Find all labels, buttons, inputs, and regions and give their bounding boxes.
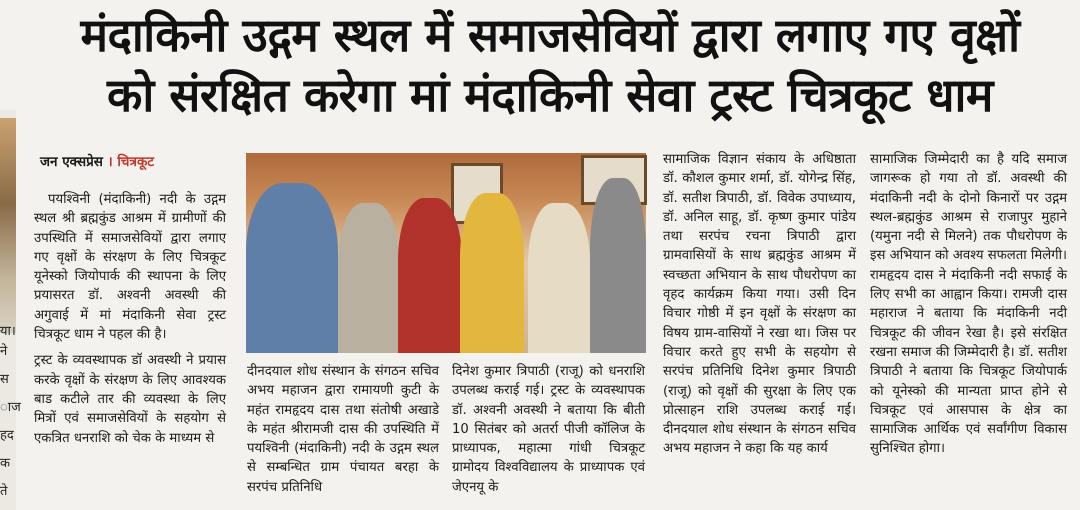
byline-separator: । [107, 154, 113, 170]
paragraph: सामाजिक विज्ञान संकाय के अधिष्ठाता डॉ. कौशल कुमार शर्मा, डॉ. योगेन्द्र सिंह, डॉ. सतीश त्रिपाठी, डॉ. विवेक उपाध्याय, डॉ. अनिल साहू, डॉ. कृष्ण कुमार पांडेय तथा सरपंच रचना त्रिपाठी द्वारा ग्रामवासियों के साथ ब्रह्मकुंड आश्रम में स्वच्छता अभियान के साथ पौधरोपण का वृहद कार्यक्रम किया गया। उसी दिन विचार गोष्ठी में इन वृक्षों के संरक्षण का विषय ग्राम-वासियों ने रखा था। जिस पर विचार करते हुए सभी के सहयोग से सरपंच प्रतिनिधि दिनेश कुमार त्रिपाठी (राजू) को वृक्षों की सुरक्षा के लिए एक प्रोत्साहन राशि उपलब्ध कराई गई। दीनदयाल शोध संस्थान के संगठन सचिव अभय महाजन ने कहा कि यह कार्य [663, 152, 856, 457]
byline-place: चित्रकूट [117, 154, 155, 170]
paragraph: दीनदयाल शोध संस्थान के संगठन सचिव अभय महाजन द्वारा रामायणी कुटी के महंत रामहृदय दास तथा संतोषी अखाडे के महंत श्रीरामजी दास की उपस्थिति में पयश्विनी (मंदाकिनी) नदी के उद्गम स्थल से सम्बन्धित ग्राम पंचायत बरहा के सरपंच प्रतिनिधि [247, 364, 439, 495]
paragraph: दिनेश कुमार त्रिपाठी (राजू) को धनराशि उपलब्ध कराई गई। ट्रस्ट के व्यवस्थापक डॉ. अश्वनी अवस्थी ने बताया कि बीती 10 सितंबर को अतर्रा पीजी कॉलिज के प्राध्यापक, महात्मा गांधी चित्रकूट ग्रामोदय विश्वविद्यालय के प्राध्यापक एवं जेएनयू के [452, 364, 645, 495]
person-figure [246, 183, 338, 353]
adjacent-article-clip [0, 110, 21, 510]
article-column-1 [34, 190, 226, 448]
clip-fragment: स [0, 372, 9, 387]
article-column-2 [247, 362, 439, 497]
clip-fragment: या। [0, 324, 16, 339]
person-figure [338, 203, 400, 353]
adjacent-photo [0, 118, 16, 333]
clip-fragment: क [0, 456, 10, 471]
headline-line-2: को संरक्षित करेगा मां मंदाकिनी सेवा ट्रस्ट चित्रकूट धाम [107, 68, 993, 122]
person-figure [398, 198, 462, 353]
headline-line-1: मंदाकिनी उद्गम स्थल में समाजसेवियों द्वारा लगाए गए वृक्षों [80, 8, 1020, 62]
paragraph: सामाजिक जिम्मेदारी का है यदि समाज जागरूक हो गया तो डॉ. अवस्थी की मंदाकिनी नदी के दोनो किनारों पर उद्गम स्थल-ब्रह्मकुंड आश्रम से राजापुर मुहाने (यमुना नदी से मिलने) तक पौधरोपण के इस अभियान को अवश्य सफलता मिलेगी। रामहृदय दास ने मंदाकिनी नदी सफाई के लिए सभी का आह्वान किया। रामजी दास महाराज ने बताया कि मंदाकिनी नदी चित्रकूट की जीवन रेखा है। इसे संरक्षित रखना समाज की जिम्मेदारी है। डॉ. सतीश त्रिपाठी ने बताया कि चित्रकूट जियोपार्क को यूनेस्को की मान्यता प्राप्त होने से चित्रकूट एवं आसपास के क्षेत्र का सामाजिक आर्थिक एवं सर्वांगीण विकास सुनिश्चित होगा। [870, 152, 1067, 457]
clip-fragment: ाज [0, 400, 21, 415]
person-figure [528, 203, 590, 353]
article-column-3 [452, 362, 645, 497]
article-column-5 [870, 150, 1067, 459]
byline [40, 152, 154, 170]
article-column-4 [663, 150, 856, 459]
clip-fragment: ने [0, 344, 8, 359]
clip-fragment: ते [0, 484, 8, 499]
event-photo [246, 153, 646, 353]
person-figure [590, 178, 646, 353]
paragraph: ट्रस्ट के व्यवस्थापक डॉ अवस्थी ने प्रयास करके वृक्षों के संरक्षण के लिए आवश्यक बाड कटीले तार की व्यवस्था के लिए मित्रों एवं समाजसेवियों के सहयोग से एकत्रित धनराशि को चेक के माध्यम से [34, 353, 226, 446]
byline-source: जन एक्सप्रेस [40, 154, 103, 170]
paragraph: पयश्विनी (मंदाकिनी) नदी के उद्गम स्थल श्री ब्रह्मकुंड आश्रम में ग्रामीणों की उपस्थिति में समाजसेवियों द्वारा लगाए गए वृक्षों के संरक्षण के लिए चित्रकूट यूनेस्को जियोपार्क की स्थापना के लिए प्रयासरत डॉ. अश्वनी अवस्थी की अगुवाई में मां मंदाकिनी सेवा ट्रस्ट चित्रकूट धाम ने पहल की है। [34, 192, 226, 343]
person-figure [460, 193, 524, 353]
clip-fragment: हद [0, 428, 14, 443]
